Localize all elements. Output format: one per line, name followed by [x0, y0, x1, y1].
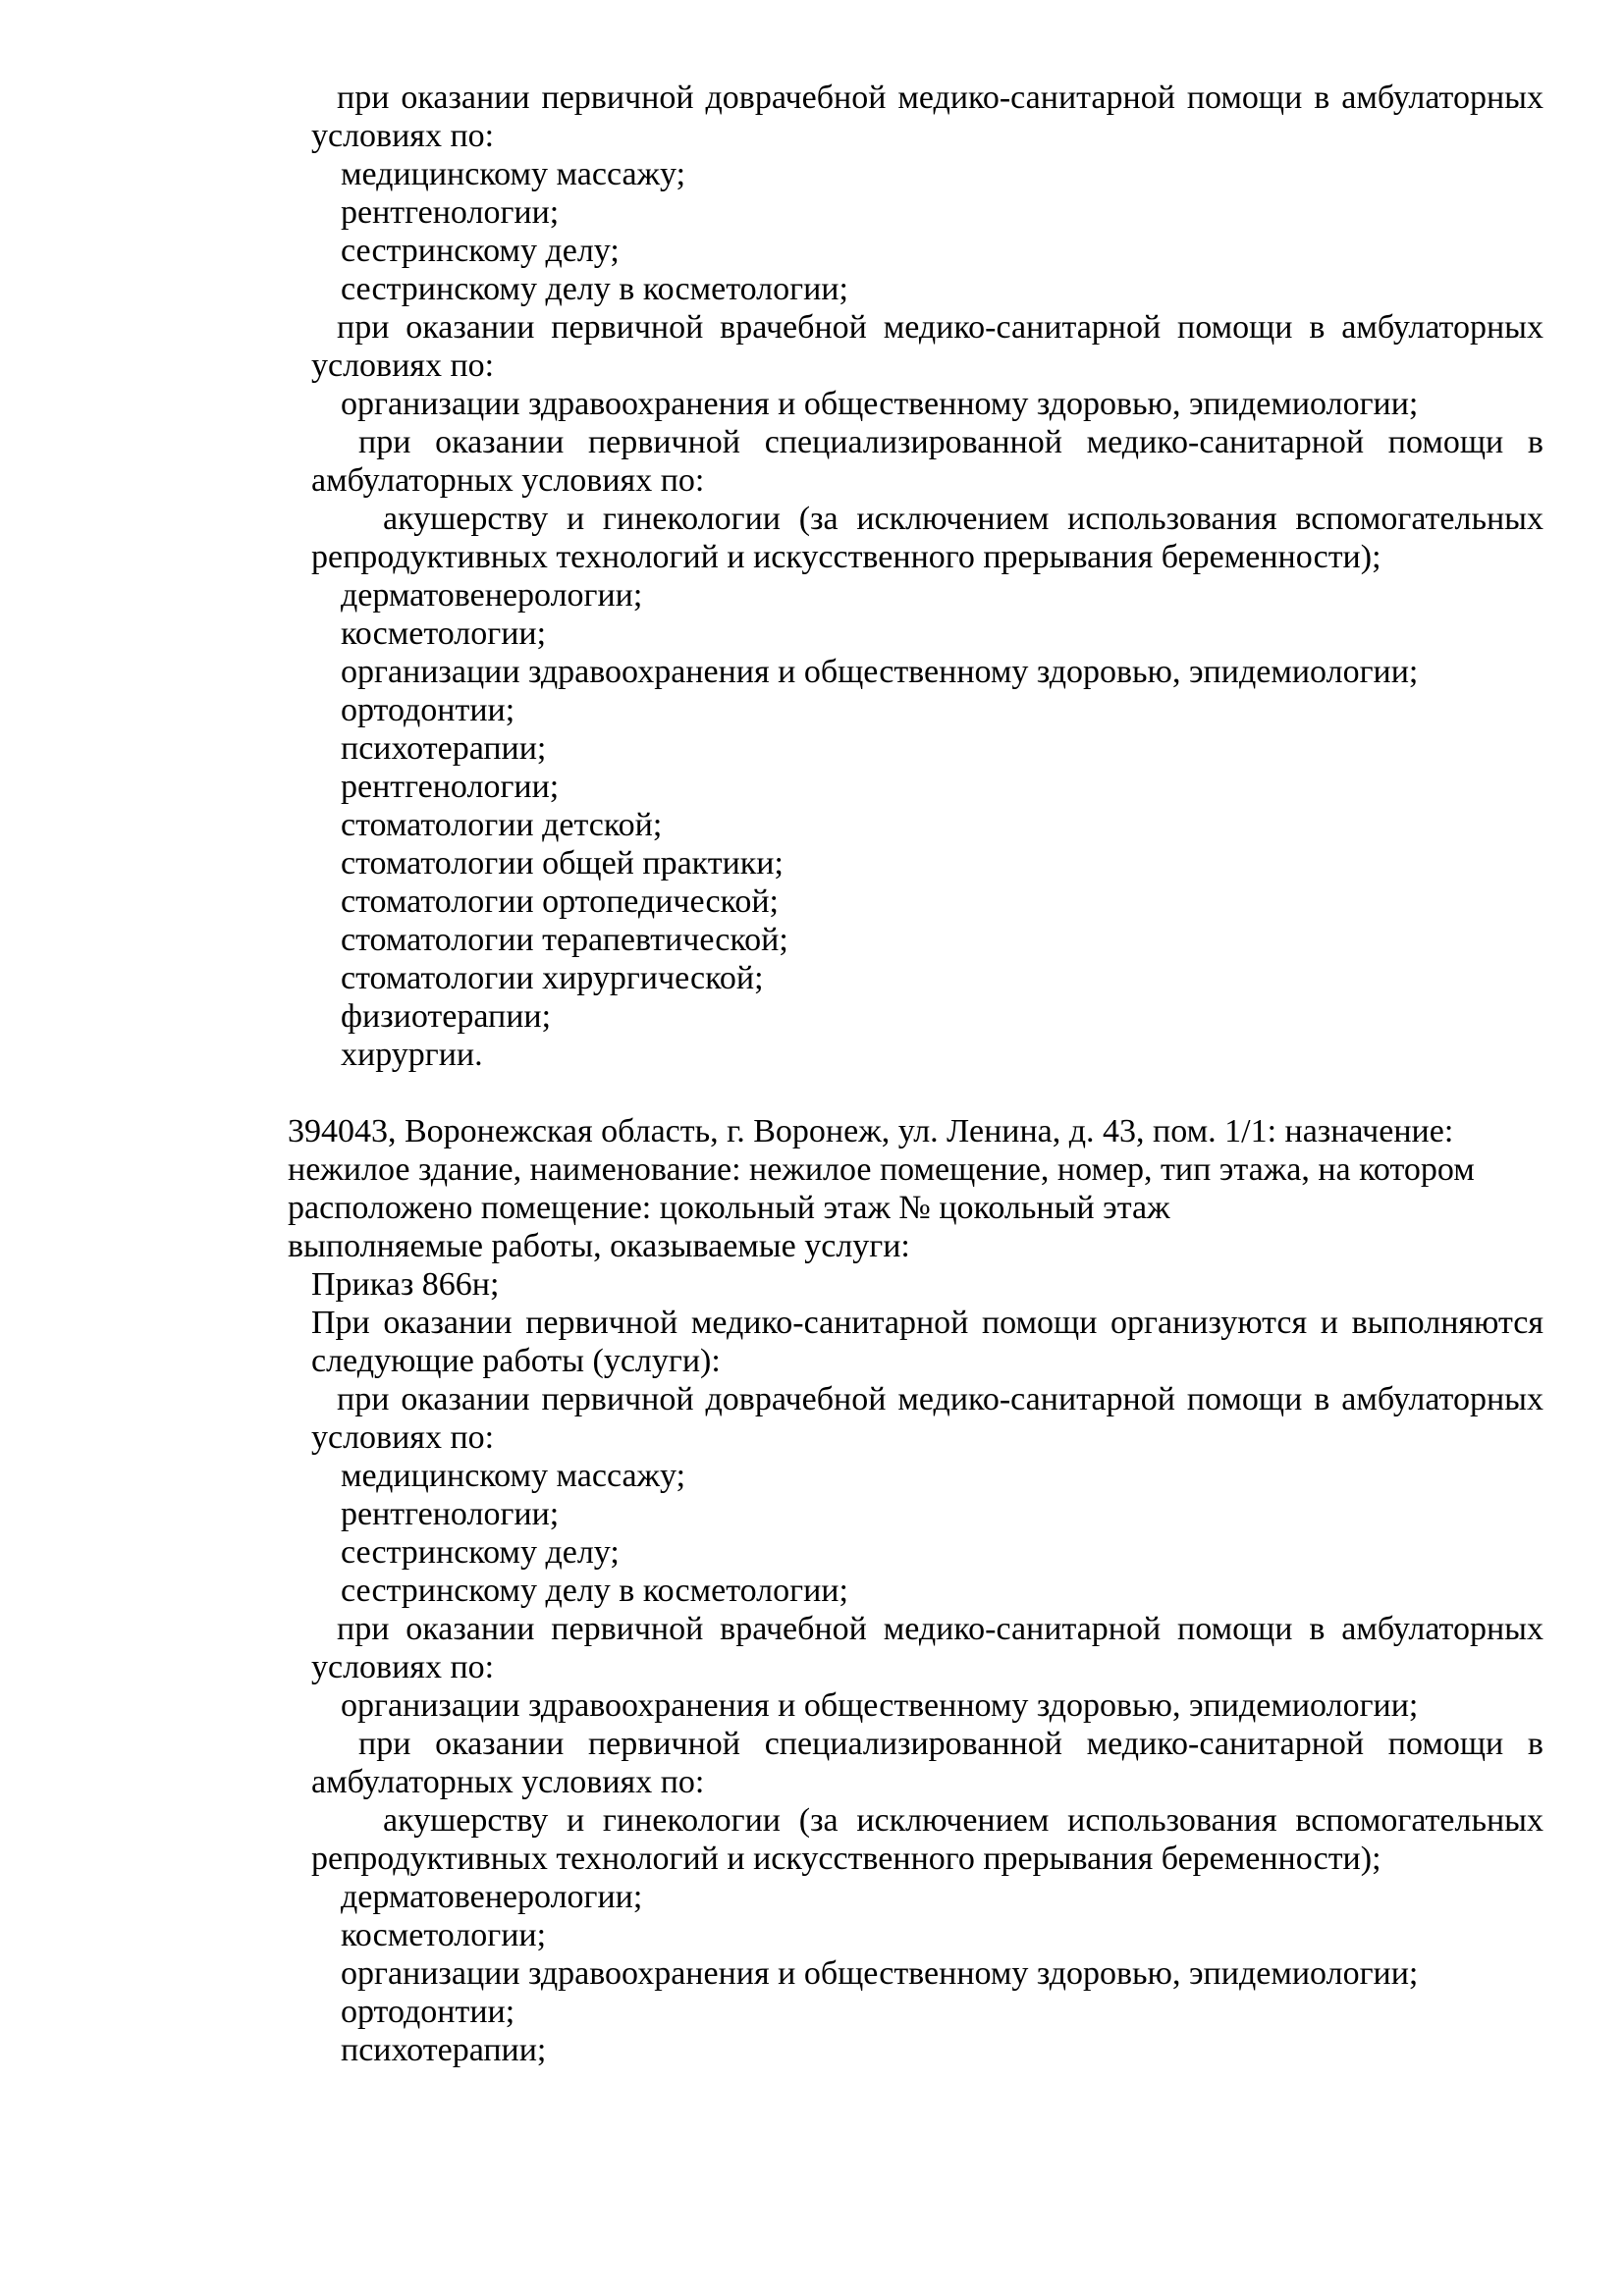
paragraph [311, 576, 1543, 614]
text-line: организации здравоохранения и общественному здоровью, эпидемиологии; [341, 1687, 1419, 1724]
text-line: сестринскому делу; [341, 233, 620, 269]
text-line: организации здравоохранения и общественному здоровью, эпидемиологии; [341, 1955, 1419, 1992]
text-line: при оказании первичной специализированной медико-санитарной помощи в [358, 424, 1543, 460]
paragraph [311, 193, 1543, 232]
text-line: ортодонтии; [341, 1994, 515, 2030]
paragraph [311, 1457, 1543, 1495]
text-line: организации здравоохранения и общественному здоровью, эпидемиологии; [341, 386, 1419, 422]
text-line: при оказании первичной врачебной медико-санитарной помощи в амбулаторных [337, 309, 1543, 346]
text-line: условиях по: [311, 1649, 495, 1685]
paragraph [311, 1954, 1543, 1993]
paragraph [311, 79, 1543, 155]
text-line: условиях по: [311, 1419, 495, 1456]
text-line: репродуктивных технологий и искусственного прерывания беременности); [311, 539, 1381, 575]
paragraph [288, 1227, 1543, 1265]
text-line: амбулаторных условиях по: [311, 462, 705, 499]
text-line: репродуктивных технологий и искусственного прерывания беременности); [311, 1841, 1381, 1877]
paragraph [288, 1112, 1543, 1227]
text-line: при оказании первичной врачебной медико-санитарной помощи в амбулаторных [337, 1611, 1543, 1647]
paragraph [311, 155, 1543, 193]
text-line: Приказ 866н; [311, 1266, 500, 1303]
text-line: психотерапии; [341, 2032, 547, 2068]
paragraph [311, 385, 1543, 423]
paragraph [311, 270, 1543, 308]
text-line: стоматологии ортопедической; [341, 883, 779, 920]
paragraph [311, 1572, 1543, 1610]
paragraph [311, 997, 1543, 1036]
text-line: условиях по: [311, 118, 495, 154]
paragraph [311, 882, 1543, 921]
paragraph [311, 2031, 1543, 2069]
text-line: косметологии; [341, 615, 547, 652]
paragraph [311, 232, 1543, 270]
paragraph [311, 768, 1543, 806]
paragraph [311, 959, 1543, 997]
paragraph [311, 1993, 1543, 2031]
text-line: выполняемые работы, оказываемые услуги: [288, 1228, 910, 1264]
text-line: акушерству и гинекологии (за исключением использования вспомогательных [383, 1802, 1543, 1839]
text-line: косметологии; [341, 1917, 547, 1953]
text-line: При оказании первичной медико-санитарной помощи организуются и выполняются [311, 1305, 1543, 1341]
text-line: стоматологии детской; [341, 807, 663, 843]
text-line: при оказании первичной специализированной медико-санитарной помощи в [358, 1726, 1543, 1762]
paragraph [311, 729, 1543, 768]
text-line: дерматовенерологии; [341, 577, 643, 614]
paragraph [311, 500, 1543, 576]
paragraph [311, 1265, 1543, 1304]
paragraph [311, 1878, 1543, 1916]
text-line: стоматологии хирургической; [341, 960, 764, 996]
paragraph [311, 308, 1543, 385]
text-line: условиях по: [311, 347, 495, 384]
text-line: медицинскому массажу; [341, 156, 686, 192]
text-line: 394043, Воронежская область, г. Воронеж, ул. Ленина, д. 43, пом. 1/1: назначение: [288, 1113, 1454, 1149]
paragraph [311, 653, 1543, 691]
text-line: ортодонтии; [341, 692, 515, 728]
text-line: амбулаторных условиях по: [311, 1764, 705, 1800]
paragraph [311, 1380, 1543, 1457]
text-line: психотерапии; [341, 730, 547, 767]
paragraph [311, 1304, 1543, 1380]
paragraph [311, 423, 1543, 500]
text-line: при оказании первичной доврачебной медико-санитарной помощи в амбулаторных [337, 1381, 1543, 1417]
text-line: дерматовенерологии; [341, 1879, 643, 1915]
paragraph [311, 1801, 1543, 1878]
text-line: рентгенологии; [341, 769, 560, 805]
text-line: хирургии. [341, 1037, 483, 1073]
text-line: физиотерапии; [341, 998, 552, 1035]
text-line: расположено помещение: цокольный этаж № цокольный этаж [288, 1190, 1170, 1226]
paragraph [311, 921, 1543, 959]
paragraph [311, 806, 1543, 844]
paragraph [311, 1610, 1543, 1686]
text-line: медицинскому массажу; [341, 1458, 686, 1494]
text-line [288, 1074, 1543, 1112]
text-line: сестринскому делу в косметологии; [341, 1573, 848, 1609]
paragraph [311, 1036, 1543, 1074]
paragraph [311, 614, 1543, 653]
text-line: следующие работы (услуги): [311, 1343, 721, 1379]
text-line: стоматологии терапевтической; [341, 922, 788, 958]
paragraph [311, 1725, 1543, 1801]
text-line: при оказании первичной доврачебной медико-санитарной помощи в амбулаторных [337, 80, 1543, 116]
text-line: нежилое здание, наименование: нежилое помещение, номер, тип этажа, на котором [288, 1151, 1475, 1188]
text-line: рентгенологии; [341, 194, 560, 231]
paragraph [311, 1686, 1543, 1725]
paragraph [311, 691, 1543, 729]
text-line: организации здравоохранения и общественному здоровью, эпидемиологии; [341, 654, 1419, 690]
paragraph [288, 1074, 1543, 1112]
paragraph [311, 844, 1543, 882]
text-line: стоматологии общей практики; [341, 845, 784, 881]
paragraph [311, 1916, 1543, 1954]
text-line: акушерству и гинекологии (за исключением использования вспомогательных [383, 501, 1543, 537]
paragraph [311, 1495, 1543, 1533]
paragraph [311, 1533, 1543, 1572]
text-line: сестринскому делу в косметологии; [341, 271, 848, 307]
text-line: рентгенологии; [341, 1496, 560, 1532]
text-line: сестринскому делу; [341, 1534, 620, 1571]
license-text-block [288, 79, 1543, 2069]
